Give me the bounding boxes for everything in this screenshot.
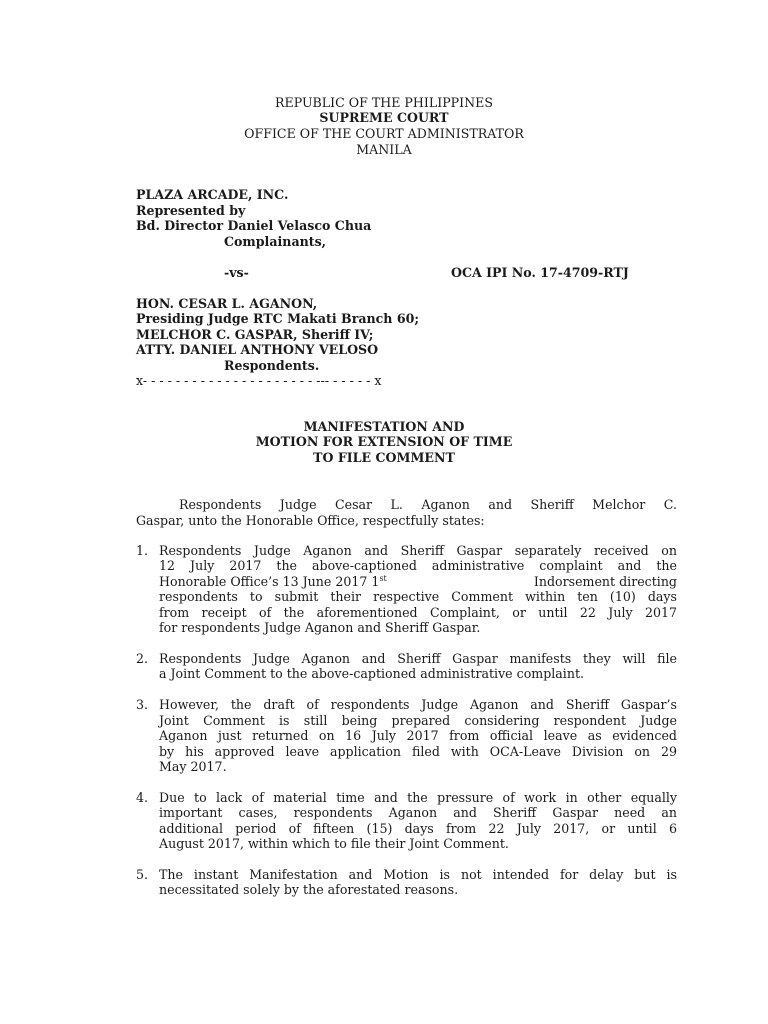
versus-label: -vs-	[224, 265, 249, 280]
paragraph-1-line-1: Respondents Judge Aganon and Sheriff Gaspar separately received on	[159, 543, 677, 558]
paragraph-4-line-1: Due to lack of material time and the pressure of work in other equally	[159, 790, 677, 805]
paragraph-3-line-4: by his approved leave application filed with OCA-Leave Division on 29	[159, 744, 677, 759]
paragraph-4-line-4: August 2017, within which to file their Joint Comment.	[159, 836, 509, 851]
title-line-2: MOTION FOR EXTENSION OF TIME	[255, 434, 513, 449]
respondent-role: Respondents.	[224, 358, 320, 373]
ordinal-suffix: st	[379, 573, 387, 583]
paragraph-2-line-1: Respondents Judge Aganon and Sheriff Gaspar manifests they will file	[159, 651, 677, 666]
paragraph-5-line-1: The instant Manifestation and Motion is not intended for delay but is	[159, 867, 677, 882]
paragraph-2-number: 2.	[136, 651, 149, 666]
paragraph-5-number: 5.	[136, 867, 149, 882]
paragraph-1-number: 1.	[136, 543, 149, 558]
paragraph-3-line-1: However, the draft of respondents Judge Aganon and Sheriff Gaspar’s	[159, 697, 677, 712]
paragraph-3-line-2: Joint Comment is still being prepared considering respondent Judge	[159, 713, 677, 728]
paragraph-2-line-2: a Joint Comment to the above-captioned administrative complaint.	[159, 666, 585, 681]
complainant-name: PLAZA ARCADE, INC.	[136, 187, 289, 202]
header-city: MANILA	[356, 142, 412, 157]
respondent-line-2: Presiding Judge RTC Makati Branch 60;	[136, 311, 420, 326]
paragraph-1-line-5: from receipt of the aforementioned Complaint, or until 22 July 2017	[159, 605, 677, 620]
paragraph-1-line-2: 12 July 2017 the above-captioned administrative complaint and the	[159, 558, 677, 573]
caption-separator: x- - - - - - - - - - - - - - - - - - - - - --- - - - - - x	[136, 373, 382, 388]
complainant-represented: Represented by	[136, 203, 246, 218]
paragraph-1-line-4: respondents to submit their respective Comment within ten (10) days	[159, 589, 677, 604]
intro-line-2: Gaspar, unto the Honorable Office, respectfully states:	[136, 513, 485, 528]
complainant-role: Complainants,	[224, 234, 327, 249]
paragraph-1-line-3-text: Honorable Office’s 13 June 2017 1	[159, 574, 380, 589]
complainant-director: Bd. Director Daniel Velasco Chua	[136, 218, 372, 233]
header-republic: REPUBLIC OF THE PHILIPPINES	[275, 95, 493, 110]
respondent-line-3: MELCHOR C. GASPAR, Sheriff IV;	[136, 327, 374, 342]
header-court: SUPREME COURT	[319, 110, 449, 125]
paragraph-3-line-5: May 2017.	[159, 759, 227, 774]
paragraph-4-line-3: additional period of fifteen (15) days from 22 July 2017, or until 6	[159, 821, 677, 836]
paragraph-3-line-3: Aganon just returned on 16 July 2017 from official leave as evidenced	[159, 728, 677, 743]
respondent-line-4: ATTY. DANIEL ANTHONY VELOSO	[136, 342, 379, 357]
title-line-3: TO FILE COMMENT	[313, 450, 455, 465]
intro-line-1: Respondents Judge Cesar L. Aganon and Sheriff Melchor C.	[179, 497, 677, 512]
respondent-line-1: HON. CESAR L. AGANON,	[136, 296, 318, 311]
title-line-1: MANIFESTATION AND	[303, 419, 465, 434]
paragraph-4-number: 4.	[136, 790, 149, 805]
header-office: OFFICE OF THE COURT ADMINISTRATOR	[244, 126, 524, 141]
paragraph-1-line-6: for respondents Judge Aganon and Sheriff Gaspar.	[159, 620, 481, 635]
paragraph-4-line-2: important cases, respondents Aganon and Sheriff Gaspar need an	[159, 805, 677, 820]
paragraph-3-number: 3.	[136, 697, 149, 712]
case-number: OCA IPI No. 17-4709-RTJ	[451, 265, 629, 280]
paragraph-5-line-2: necessitated solely by the aforestated reasons.	[159, 882, 459, 897]
paragraph-1-line-3-tail: Indorsement directing	[533, 574, 677, 589]
